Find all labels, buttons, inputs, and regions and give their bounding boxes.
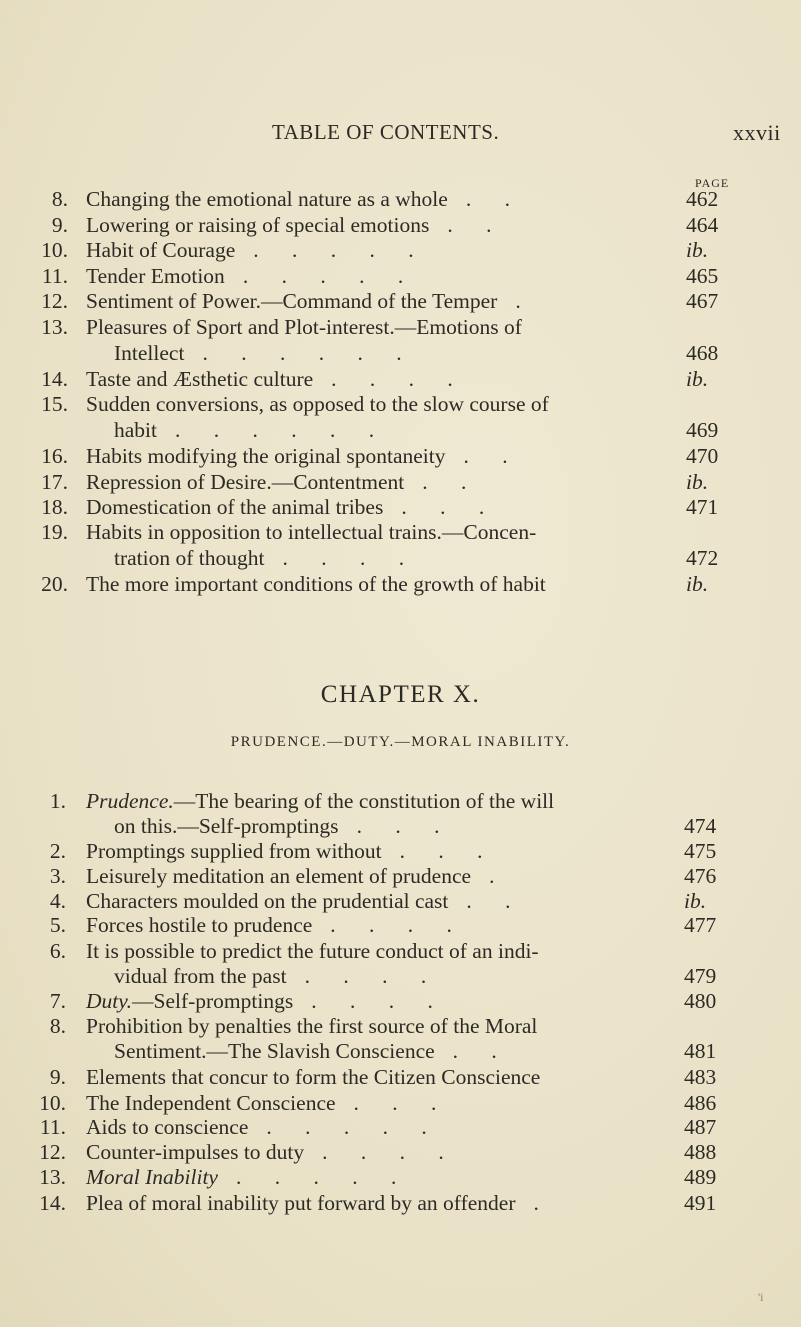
entry-title-text: Changing the emotional nature as a whole (86, 187, 448, 211)
entry-title-text: Habit of Courage (86, 238, 236, 262)
entry-title-line (114, 1038, 511, 1065)
entry-title-line (114, 813, 453, 840)
running-head (0, 120, 801, 150)
entry-page-number: 480 (684, 989, 717, 1013)
entry-number: 11. (39, 1115, 66, 1139)
entry-title-line (86, 288, 535, 315)
entry-number: 18. (41, 495, 68, 519)
dot-leader: . . . . (330, 913, 466, 937)
entry-title-text: Habits modifying the original spontaneity (86, 444, 446, 468)
entry-number: 20. (41, 572, 68, 596)
entry-title-text: Characters moulded on the prudential cast (86, 889, 449, 913)
entry-title-line (114, 417, 388, 444)
entry-title-line (86, 1190, 553, 1217)
entry-page-number: 468 (686, 341, 719, 365)
chapter-subtitle: PRUDENCE.—DUTY.—MORAL INABILITY. (230, 734, 571, 750)
dot-leader: . . . . (322, 1140, 458, 1164)
entry-page-number: 479 (684, 964, 717, 988)
entry-title-text: Pleasures of Sport and Plot-interest.—Emotions of (86, 315, 522, 339)
entry-page-number: 464 (686, 213, 719, 237)
entry-title-line (86, 571, 546, 598)
entry-title-line (86, 788, 554, 815)
entry-page-number: 476 (684, 864, 717, 888)
dot-leader: . . (465, 187, 524, 211)
entry-number: 6. (49, 939, 66, 963)
page-column-label: PAGE (695, 176, 730, 190)
entry-page-number: 470 (686, 444, 719, 468)
entry-page-number: ib. (686, 572, 709, 596)
entry-number: 12. (41, 289, 68, 313)
entry-number: 10. (41, 238, 68, 262)
entry-number: 8. (51, 187, 68, 211)
entry-title-line (86, 1164, 410, 1191)
entry-number: 16. (41, 444, 68, 468)
entry-number: 11. (41, 264, 68, 288)
dot-leader: . . . (353, 1091, 451, 1115)
dot-leader: . . . (356, 814, 454, 838)
entry-title-line (86, 838, 497, 865)
dot-leader: . . (447, 213, 506, 237)
entry-title-line (86, 1064, 540, 1091)
dot-leader: . . . . . (242, 264, 418, 288)
entry-title-line (86, 1090, 450, 1117)
entry-title-text: Counter-impulses to duty (86, 1140, 305, 1164)
entry-title-line (86, 391, 549, 418)
dot-leader: . . . . (282, 546, 419, 570)
dot-leader: . . (422, 470, 481, 494)
entry-italic-lead: Duty. (86, 989, 132, 1013)
entry-title-text: Prohibition by penalties the first source of the Moral (86, 1014, 538, 1038)
entry-number: 13. (41, 315, 68, 339)
entry-title-text: Tender Emotion (86, 264, 225, 288)
entry-page-number: 472 (686, 546, 719, 570)
entry-number: 14. (41, 367, 68, 391)
entry-number: 1. (49, 789, 66, 813)
entry-page-number: 467 (686, 289, 719, 313)
entry-italic-lead: Moral Inability (86, 1165, 218, 1189)
entry-title-text: on this.—Self-promptings (114, 814, 339, 838)
entry-title-line (86, 212, 505, 239)
entry-title-line (86, 443, 522, 470)
entry-number: 14. (39, 1191, 66, 1215)
entry-page-number: 491 (684, 1191, 717, 1215)
entry-page-number: ib. (686, 470, 709, 494)
entry-number: 4. (49, 889, 66, 913)
dot-leader: . (515, 289, 535, 313)
entry-page-number: ib. (684, 889, 707, 913)
entry-title-text: Promptings supplied from without (86, 839, 382, 863)
entry-title-text: vidual from the past (114, 964, 287, 988)
entry-title-line (114, 340, 416, 367)
entry-number: 13. (39, 1165, 66, 1189)
entry-italic-lead: Prudence. (86, 789, 174, 813)
entry-title-text: Forces hostile to prudence (86, 913, 313, 937)
entry-title-text: The Independent Conscience (86, 1091, 336, 1115)
entry-number: 19. (41, 520, 68, 544)
chapter-heading: CHAPTER X. (320, 681, 481, 708)
entry-title-text: tration of thought (114, 546, 265, 570)
entry-number: 9. (49, 1065, 66, 1089)
dot-leader: . . . . (311, 989, 447, 1013)
entry-page-number: 471 (686, 495, 719, 519)
entry-number: 9. (51, 213, 68, 237)
entry-number: 5. (49, 913, 66, 937)
entry-title-line (86, 263, 417, 290)
entry-page-number: 483 (684, 1065, 717, 1089)
entry-title-text: Habits in opposition to intellectual trains.—Concen- (86, 520, 537, 544)
running-head-title: TABLE OF CONTENTS. (272, 120, 500, 144)
entry-page-number: 487 (684, 1115, 717, 1139)
entry-title-text: The more important conditions of the growth of habit (86, 572, 546, 596)
dot-leader: . . . . . (235, 1165, 411, 1189)
entry-title-line (86, 494, 498, 521)
entry-number: 3. (49, 864, 66, 888)
entry-page-number: 488 (684, 1140, 717, 1164)
entry-title-line (86, 366, 467, 393)
entry-title-text: Sudden conversions, as opposed to the slow course of (86, 392, 549, 416)
dot-leader: . (533, 1191, 553, 1215)
entry-title-text: Intellect (114, 341, 185, 365)
dot-leader: . . . (401, 495, 499, 519)
entry-title-line (86, 888, 525, 915)
entry-title-text: Sentiment of Power.—Command of the Temper (86, 289, 498, 313)
entry-title-line (86, 1139, 458, 1166)
entry-title-line (86, 988, 447, 1015)
entry-number: 10. (39, 1091, 66, 1115)
entry-title-text: —The bearing of the constitution of the will (173, 789, 555, 813)
page-smudge: 'i (758, 1290, 764, 1304)
entry-page-number: 481 (684, 1039, 717, 1063)
entry-page-number: 475 (684, 839, 717, 863)
entry-title-text: habit (114, 418, 157, 442)
entry-page-number: 469 (686, 418, 719, 442)
entry-title-text: Domestication of the animal tribes (86, 495, 384, 519)
entry-page-number: ib. (686, 238, 709, 262)
entry-title-text: Lowering or raising of special emotions (86, 213, 430, 237)
entry-title-text: Repression of Desire.—Contentment (86, 470, 405, 494)
dot-leader: . . (463, 444, 522, 468)
entry-title-text: Aids to conscience (86, 1115, 249, 1139)
entry-title-line (86, 469, 480, 496)
entry-page-number: 486 (684, 1091, 717, 1115)
entry-title-text: Elements that concur to form the Citizen Conscience (86, 1065, 541, 1089)
entry-title-text: It is possible to predict the future conduct of an indi- (86, 939, 539, 963)
entry-number: 12. (39, 1140, 66, 1164)
dot-leader: . . . . (304, 964, 441, 988)
dot-leader: . . . (399, 839, 497, 863)
dot-leader: . . . . (331, 367, 467, 391)
entry-number: 17. (41, 470, 68, 494)
dot-leader: . . (452, 1039, 511, 1063)
entry-title-line (86, 237, 428, 264)
entry-title-line (86, 912, 466, 939)
entry-page-number: 462 (686, 187, 719, 211)
entry-title-line (86, 314, 522, 341)
entry-title-line (114, 545, 418, 572)
running-head-page-number: xxvii (733, 120, 781, 145)
entry-page-number: 477 (684, 913, 717, 937)
entry-title-line (86, 863, 508, 890)
entry-title-line (86, 1114, 441, 1141)
entry-title-line (86, 1013, 537, 1040)
entry-number: 7. (49, 989, 66, 1013)
entry-title-line (86, 186, 524, 213)
entry-page-number: 489 (684, 1165, 717, 1189)
entry-title-text: Sentiment.—The Slavish Conscience (114, 1039, 435, 1063)
entry-title-text: Plea of moral inability put forward by an offender (86, 1191, 516, 1215)
dot-leader: . . . . . . (175, 418, 389, 442)
entry-title-line (114, 963, 440, 990)
entry-title-line (86, 938, 539, 965)
dot-leader: . (489, 864, 509, 888)
entry-page-number: ib. (686, 367, 709, 391)
dot-leader: . . . . . (266, 1115, 441, 1139)
entry-title-text: Taste and Æsthetic culture (86, 367, 314, 391)
entry-title-text: Leisurely meditation an element of prudence (86, 864, 472, 888)
entry-page-number: 465 (686, 264, 719, 288)
dot-leader: . . . . . (253, 238, 428, 262)
dot-leader: . . (466, 889, 525, 913)
entry-title-line (86, 519, 536, 546)
entry-number: 15. (41, 392, 68, 416)
entry-number: 8. (49, 1014, 66, 1038)
entry-number: 2. (49, 839, 66, 863)
dot-leader: . . . . . . (202, 341, 416, 365)
entry-title-text: —Self-promptings (131, 989, 294, 1013)
entry-page-number: 474 (684, 814, 717, 838)
